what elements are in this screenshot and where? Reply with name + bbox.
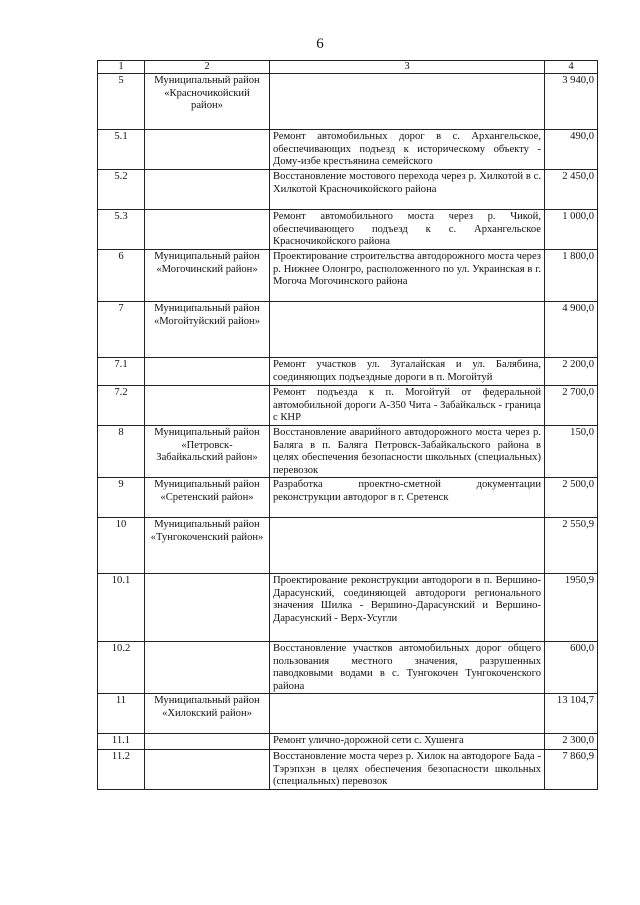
row-amount: 2 550,9 (545, 518, 598, 574)
row-district (145, 170, 270, 210)
row-amount: 490,0 (545, 130, 598, 170)
table-row (98, 302, 598, 358)
table-row (98, 518, 598, 574)
row-district (145, 210, 270, 250)
row-description: Восстановление участков автомобильных дорог общего пользования местного значения, разрушенных паводковыми водами в с. Тунгокочен Тунгокоченского района (270, 642, 545, 694)
row-description (270, 74, 545, 130)
row-amount: 1 800,0 (545, 250, 598, 302)
row-number: 8 (98, 426, 145, 478)
row-amount: 13 104,7 (545, 694, 598, 734)
table-header-row (98, 61, 598, 74)
header-col-3: 3 (270, 61, 545, 74)
row-amount: 2 500,0 (545, 478, 598, 518)
row-district: Муниципальный район «Красночикойский район» (145, 74, 270, 130)
row-amount: 7 860,9 (545, 750, 598, 790)
header-col-1: 1 (98, 61, 145, 74)
row-amount: 3 940,0 (545, 74, 598, 130)
row-number: 10.1 (98, 574, 145, 642)
table-row (98, 574, 598, 642)
row-amount: 2 700,0 (545, 386, 598, 426)
row-number: 11 (98, 694, 145, 734)
table-row (98, 130, 598, 170)
row-amount: 1950,9 (545, 574, 598, 642)
row-district (145, 386, 270, 426)
row-number: 7.1 (98, 358, 145, 386)
table-row (98, 734, 598, 750)
table-row (98, 250, 598, 302)
row-number: 6 (98, 250, 145, 302)
row-number: 7 (98, 302, 145, 358)
table-row (98, 358, 598, 386)
table-row (98, 74, 598, 130)
row-number: 9 (98, 478, 145, 518)
row-description: Проектирование реконструкции автодороги в п. Вершино-Дарасунский, соединяющей автодороги регионального значения Шилка - Вершино-Дарасунский и Вершино-Дарасунский - Верх-Усугли (270, 574, 545, 642)
budget-table (97, 60, 598, 790)
row-district (145, 642, 270, 694)
row-description: Ремонт подъезда к п. Могойтуй от федеральной автомобильной дороги А-350 Чита - Забайкальск - граница с КНР (270, 386, 545, 426)
row-district: Муниципальный район «Могойтуйский район» (145, 302, 270, 358)
row-description: Проектирование строительства автодорожного моста через р. Нижнее Олонгро, расположенного по ул. Украинская в г. Могоча Могочинского района (270, 250, 545, 302)
page-number: 6 (316, 36, 324, 52)
row-description: Ремонт улично-дорожной сети с. Хушенга (270, 734, 545, 750)
row-description: Восстановление моста через р. Хилок на автодороге Бада - Тэрэпхэн в целях обеспечения безопасности школьных (специальных) перевозок (270, 750, 545, 790)
table-row (98, 386, 598, 426)
row-description: Ремонт автомобильных дорог в с. Архангельское, обеспечивающих подъезд к историческому объекту - Дому-избе крестьянина семейского (270, 130, 545, 170)
row-district (145, 734, 270, 750)
row-description (270, 302, 545, 358)
row-description: Разработка проектно-сметной документации реконструкции автодорог в г. Сретенск (270, 478, 545, 518)
row-number: 7.2 (98, 386, 145, 426)
row-amount: 600,0 (545, 642, 598, 694)
table-row (98, 642, 598, 694)
table-row (98, 750, 598, 790)
row-district: Муниципальный район «Петровск-Забайкальский район» (145, 426, 270, 478)
row-amount: 1 000,0 (545, 210, 598, 250)
header-col-2: 2 (145, 61, 270, 74)
row-number: 5.1 (98, 130, 145, 170)
row-number: 5.2 (98, 170, 145, 210)
table-row (98, 426, 598, 478)
table-row (98, 210, 598, 250)
row-amount: 150,0 (545, 426, 598, 478)
row-district: Муниципальный район «Тунгокоченский район» (145, 518, 270, 574)
row-number: 10.2 (98, 642, 145, 694)
row-district (145, 358, 270, 386)
row-description: Восстановление мостового перехода через р. Хилкотой в с. Хилкотой Красночикойского района (270, 170, 545, 210)
row-description: Ремонт участков ул. Зугалайская и ул. Балябина, соединяющих подъездные дороги в п. Могойтуй (270, 358, 545, 386)
row-number: 5 (98, 74, 145, 130)
row-description: Восстановление аварийного автодорожного моста через р. Баляга в п. Баляга Петровск-Забайкальского района в целях обеспечения безопасности школьных (специальных) перевозок (270, 426, 545, 478)
table-row (98, 478, 598, 518)
row-description: Ремонт автомобильного моста через р. Чикой, обеспечивающего подъезд к с. Архангельское Красночикойского района (270, 210, 545, 250)
row-amount: 2 300,0 (545, 734, 598, 750)
row-amount: 2 200,0 (545, 358, 598, 386)
row-amount: 2 450,0 (545, 170, 598, 210)
table-row (98, 694, 598, 734)
header-col-4: 4 (545, 61, 598, 74)
row-district: Муниципальный район «Хилокский район» (145, 694, 270, 734)
row-number: 10 (98, 518, 145, 574)
row-number: 11.2 (98, 750, 145, 790)
row-number: 11.1 (98, 734, 145, 750)
row-district (145, 750, 270, 790)
row-description (270, 694, 545, 734)
table-row (98, 170, 598, 210)
row-district (145, 130, 270, 170)
row-number: 5.3 (98, 210, 145, 250)
row-district (145, 574, 270, 642)
row-amount: 4 900,0 (545, 302, 598, 358)
row-district: Муниципальный район «Сретенский район» (145, 478, 270, 518)
row-description (270, 518, 545, 574)
row-district: Муниципальный район «Могочинский район» (145, 250, 270, 302)
